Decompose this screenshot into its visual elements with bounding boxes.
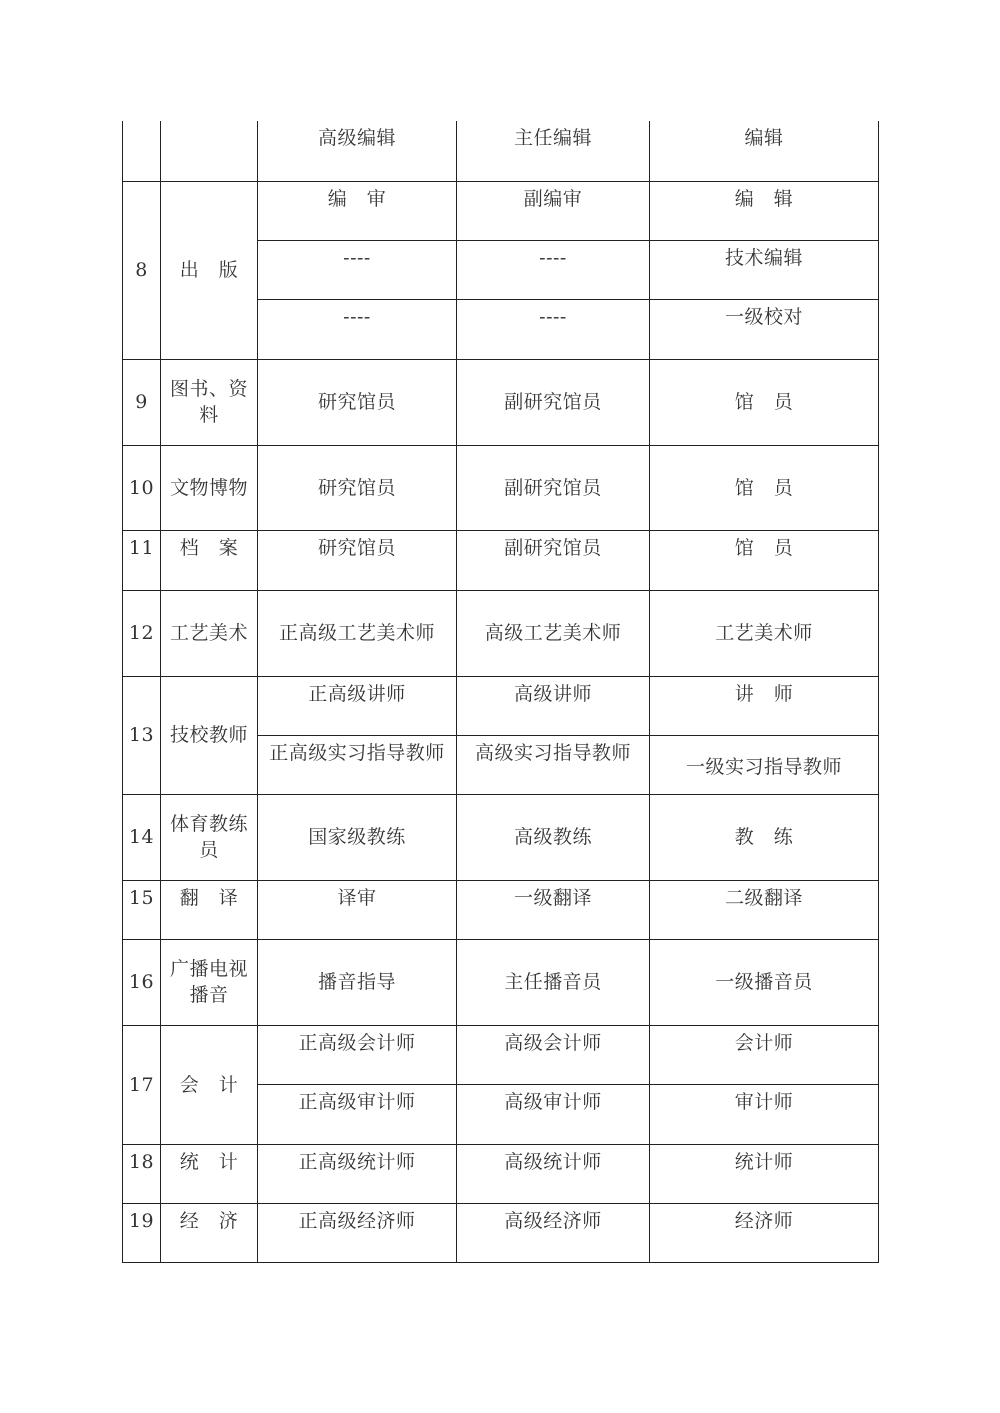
senior-title-cell: 正高级审计师 — [258, 1084, 457, 1144]
field-cell — [161, 121, 258, 181]
middle-title-cell: 主任编辑 — [457, 121, 650, 181]
middle-title-cell: 一级翻译 — [457, 880, 650, 939]
row-number: 19 — [123, 1203, 161, 1262]
junior-title-cell: 审计师 — [650, 1084, 879, 1144]
table-row — [123, 530, 879, 590]
middle-title-cell: 副研究馆员 — [457, 359, 650, 445]
senior-title-cell: 研究馆员 — [258, 445, 457, 530]
table-row-continuation — [123, 121, 879, 181]
field-name: 工艺美术 — [161, 590, 258, 676]
table-row — [123, 181, 879, 240]
middle-title-cell: 副研究馆员 — [457, 530, 650, 590]
row-number: 8 — [123, 181, 161, 359]
field-name: 文物博物 — [161, 445, 258, 530]
middle-title-cell: 高级会计师 — [457, 1025, 650, 1084]
row-number: 14 — [123, 794, 161, 880]
row-number: 17 — [123, 1025, 161, 1144]
row-number: 10 — [123, 445, 161, 530]
middle-title-cell: 高级教练 — [457, 794, 650, 880]
junior-title-cell: 馆 员 — [650, 359, 879, 445]
junior-title-cell: 讲 师 — [650, 676, 879, 735]
junior-title-cell: 教 练 — [650, 794, 879, 880]
table-row — [123, 880, 879, 939]
junior-title-cell: 一级实习指导教师 — [650, 735, 879, 794]
middle-title-cell: 高级审计师 — [457, 1084, 650, 1144]
middle-title-cell: 高级讲师 — [457, 676, 650, 735]
field-name: 会 计 — [161, 1025, 258, 1144]
table-row — [123, 676, 879, 735]
field-name: 广播电视播音 — [161, 939, 258, 1025]
table-row — [123, 359, 879, 445]
middle-title-cell: 副编审 — [457, 181, 650, 240]
middle-title-cell: 高级实习指导教师 — [457, 735, 650, 794]
row-number: 18 — [123, 1144, 161, 1203]
junior-title-cell: 馆 员 — [650, 445, 879, 530]
senior-title-cell: 研究馆员 — [258, 359, 457, 445]
senior-title-cell: 研究馆员 — [258, 530, 457, 590]
middle-title-cell: 高级工艺美术师 — [457, 590, 650, 676]
row-number: 13 — [123, 676, 161, 794]
table-row — [123, 445, 879, 530]
senior-title-cell: 国家级教练 — [258, 794, 457, 880]
professional-titles-table — [122, 121, 879, 1263]
junior-title-cell: 技术编辑 — [650, 240, 879, 299]
junior-title-cell: 统计师 — [650, 1144, 879, 1203]
field-name: 统 计 — [161, 1144, 258, 1203]
senior-title-cell: 播音指导 — [258, 939, 457, 1025]
junior-title-cell: 二级翻译 — [650, 880, 879, 939]
middle-title-cell: 高级统计师 — [457, 1144, 650, 1203]
senior-title-cell: ---- — [258, 299, 457, 359]
row-number: 11 — [123, 530, 161, 590]
junior-title-cell: 一级播音员 — [650, 939, 879, 1025]
row-number: 9 — [123, 359, 161, 445]
field-name: 图书、资料 — [161, 359, 258, 445]
senior-title-cell: 译审 — [258, 880, 457, 939]
senior-title-cell: 正高级实习指导教师 — [258, 735, 457, 794]
table-row — [123, 939, 879, 1025]
senior-title-cell: 正高级会计师 — [258, 1025, 457, 1084]
middle-title-cell: ---- — [457, 240, 650, 299]
table-row — [123, 590, 879, 676]
junior-title-cell: 会计师 — [650, 1025, 879, 1084]
junior-title-cell: 工艺美术师 — [650, 590, 879, 676]
junior-title-cell: 编辑 — [650, 121, 879, 181]
field-name: 体育教练员 — [161, 794, 258, 880]
field-name: 出 版 — [161, 181, 258, 359]
row-number: 15 — [123, 880, 161, 939]
field-name: 翻 译 — [161, 880, 258, 939]
field-name: 档 案 — [161, 530, 258, 590]
senior-title-cell: ---- — [258, 240, 457, 299]
senior-title-cell: 正高级经济师 — [258, 1203, 457, 1262]
row-number: 12 — [123, 590, 161, 676]
row-number: 16 — [123, 939, 161, 1025]
field-name: 技校教师 — [161, 676, 258, 794]
junior-title-cell: 馆 员 — [650, 530, 879, 590]
middle-title-cell: 高级经济师 — [457, 1203, 650, 1262]
senior-title-cell: 高级编辑 — [258, 121, 457, 181]
table-row — [123, 1144, 879, 1203]
middle-title-cell: ---- — [457, 299, 650, 359]
table-row — [123, 1025, 879, 1084]
junior-title-cell: 一级校对 — [650, 299, 879, 359]
junior-title-cell: 经济师 — [650, 1203, 879, 1262]
senior-title-cell: 正高级工艺美术师 — [258, 590, 457, 676]
table-row — [123, 794, 879, 880]
no-cell — [123, 121, 161, 181]
field-name: 经 济 — [161, 1203, 258, 1262]
junior-title-cell: 编 辑 — [650, 181, 879, 240]
senior-title-cell: 正高级讲师 — [258, 676, 457, 735]
middle-title-cell: 副研究馆员 — [457, 445, 650, 530]
middle-title-cell: 主任播音员 — [457, 939, 650, 1025]
table-row — [123, 1203, 879, 1262]
senior-title-cell: 正高级统计师 — [258, 1144, 457, 1203]
senior-title-cell: 编 审 — [258, 181, 457, 240]
